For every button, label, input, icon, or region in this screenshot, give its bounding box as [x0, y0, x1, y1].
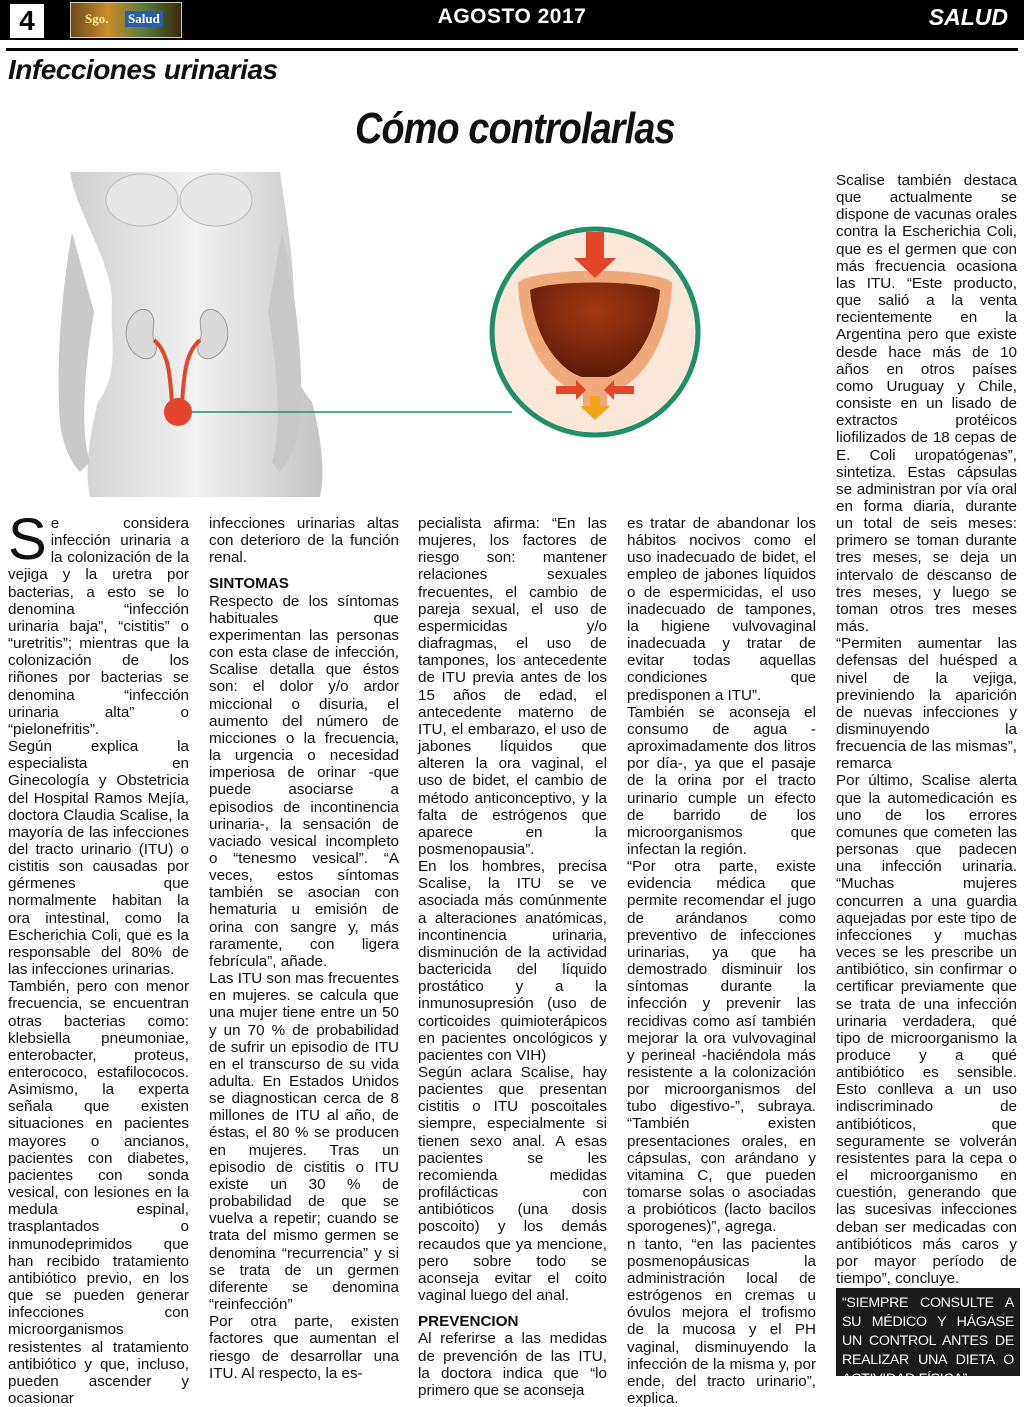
column-5 — [836, 172, 1017, 1287]
paragraph: Respecto de los síntomas habituales que experimentan las personas con esta clase de infección, Scalise detalla que éstos son: el dolor y/o ardor miccional o disuria, el aumento del número de micciones o la frecuencia, la urgencia o necesidad imperiosa de orinar -que puede asociarse a episodios de incontinencia urinaria-, la sensación de vaciado vesical incompleto o “tenesmo vesical”. “A veces, estos síntomas también se asocian con hematuria u emisión de orina con sangre y, más raramente, con ligera febrícula”, añade. — [209, 592, 399, 970]
paragraph: infecciones urinarias altas con deterioro de la función renal. — [209, 515, 399, 567]
dropcap: S — [8, 507, 47, 572]
subhead-sintomas: SINTOMAS — [209, 575, 289, 593]
pull-quote-box: “SIEMPRE CONSULTE A SU MÉDICO Y HÁGASE UN CONTROL ANTES DE REALIZAR UNA DIETA O ACTIVIDAD FÍSICA” — [836, 1288, 1020, 1376]
paragraph: “Permiten aumentar las defensas del huésped a nivel de la vejiga, previniendo la aparición de nuevas infecciones y disminuyendo la frecuencia de las mismas”, remarca — [836, 635, 1017, 773]
article-kicker: Infecciones urinarias — [8, 54, 278, 85]
article-headline: Cómo controlarlas — [355, 104, 675, 153]
paragraph: Al referirse a las medidas de prevención de las ITU, la doctora indica que “lo primero que se aconseja — [418, 1330, 607, 1399]
paragraph: Según explica la especialista en Ginecología y Obstetricia del Hospital Ramos Mejía, doctora Claudia Scalise, la mayoría de las infecciones del tracto urinario (ITU) o cistitis son causadas por gérmenes que normalmente habitan la ora intestinal, como la Escherichia Coli, que es la responsable del 80% de las infecciones urinarias. — [8, 738, 189, 979]
section-name: SALUD — [928, 4, 1008, 30]
paragraph: En los hombres, precisa Scalise, la ITU se ve asociada más comúnmente a alteraciones anatómicas, incontinencia urinaria, disminución de la actividad bactericida del líquido prostático y a la inmunosupresión (uso de corticoides quimioterápicos en pacientes oncológicos y pacientes con VIH) — [418, 858, 607, 1064]
column-3 — [418, 515, 607, 1399]
column-2 — [209, 515, 399, 1382]
paragraph: Según aclara Scalise, hay pacientes que presentan cistitis o ITU poscoitales siempre, especialmente si tienen sexo anal. A esas pacientes se les recomienda medidas profilácticas con antibióticos (una dosis poscoito) y los demás recaudos que ya mencione, pero sobre todo se aconseja evitar el coito vaginal luego del anal. — [418, 1064, 607, 1305]
issue-date: AGOSTO 2017 — [437, 5, 587, 28]
subhead-prevencion: PREVENCION — [418, 1313, 519, 1331]
column-1 — [8, 507, 189, 1407]
paragraph: n tanto, “en las pacientes posmenopáusicas la administración local de estrógenos en cremas u óvulos mejora el trofismo de la mucosa y el PH vaginal, disminuyendo la infección de la misma y, por ende, del tracto urinario”, explica. — [627, 1235, 816, 1407]
bladder — [164, 398, 192, 426]
paragraph: Por último, Scalise alerta que la automedicación es uno de los errores comunes que cometen las personas que padecen una infección urinaria. “Muchas mujeres concurren a una guardia aquejadas por este tipo de infecciones y muchas veces se les prescribe un antibiótico, sin confirmar o certificar previamente que se trata de una infección urinaria verdadera, qué tipo de microorganismo la produce y a qué antibiótico es sensible. Esto conlleva a un uso indiscriminado de antibióticos, que seguramente se volverán resistentes para la cepa o el microorganismo en cuestión, generando que las sucesivas infecciones deban ser medicadas con antibióticos más caros y por mayor período de tiempo”, concluye. — [836, 772, 1017, 1287]
paragraph: También, pero con menor frecuencia, se encuentran otras bacterias como: klebsiella pneumoniae, enterobacter, proteus, enterococo, estafilococos. Asimismo, la experta señala que existen situaciones en pacientes mayores o ancianos, pacientes con diabetes, pacientes con sonda vesical, con lesiones en la medula espinal, trasplantados o inmunodeprimidos que han recibido tratamiento antibiótico previo, en los que se pueden generar infecciones con microorganismos resistentes al tratamiento antibiótico y que, incluso, pueden ascender y ocasionar — [8, 978, 189, 1407]
left-arm — [59, 232, 95, 472]
paragraph: Scalise también destaca que actualmente se dispone de vacunas orales contra la Escherichia Coli, que es el germen que con más frecuencia ocasiona las ITU. “Este producto, que salió a la venta recientemente en la Argentina pero que existe desde hace más de 10 años en otros países como Uruguay y Chile, consiste en un lisado de extractos protéicos liofilizados de 18 cepas de E. Coli uropatógenas”, sintetiza. Estas cápsulas se administran por vía oral en forma diaria, durante un total de seis meses: primero se toman durante tres meses, se deja un intervalo de descanso de tres meses, y luego se toman otros tres meses más. — [836, 172, 1017, 636]
header-rule — [6, 48, 1018, 51]
column-4 — [627, 515, 816, 1407]
paragraph: Las ITU son mas frecuentes en mujeres. se calcula que una mujer tiene entre un 50 y un 70 % de probabilidad de sufrir un episodio de ITU en el transcurso de su vida adulta. En Estados Unidos se diagnostican cerca de 8 millones de ITU al año, de éstas, el 80 % se producen en mujeres. Tras un episodio de cistitis o ITU existe un 30 % de probabilidad de que se vuelva a repetir; cuando se trata del mismo germen se denomina “recurrencia” y si se trata de un germen diferente se denomina “reinfección” — [209, 970, 399, 1314]
paragraph: “Por otra parte, existe evidencia médica que permite recomendar el jugo de arándanos como preventivo de infecciones urinarias, ya que ha demostrado disminuir los síntomas durante la infección y prevenir las recidivas como así también mejorar la ora vulvovaginal y perineal -haciéndola más resistente a la colonización por microorganismos del tubo digestivo-”, subraya. “También existen presentaciones orales, en cápsulas, con arándano y vitamina C, que pueden tomarse solas o asociadas a probióticos (lacto bacilos sporogenes)”, agrega. — [627, 858, 816, 1236]
urinary-tract-illustration — [50, 172, 750, 497]
paragraph: Por otra parte, existen factores que aumentan el riesgo de desarrollar una ITU. Al respecto, la es- — [209, 1313, 399, 1382]
right-breast — [180, 174, 252, 226]
logo-text-1: Sgo. — [85, 11, 109, 26]
logo-text-2: Salud — [125, 11, 163, 27]
left-breast — [106, 174, 178, 226]
page-header — [0, 0, 1024, 40]
paragraph: pecialista afirma: “En las mujeres, los factores de riesgo son: mantener relaciones sexuales frecuentes, el cambio de pareja sexual, el uso de espermicidas y/o diafragmas, el uso de tampones, los antecedente de ITU previa antes de los 15 años de edad, el antecedente materno de ITU, el embarazo, el uso de jabones líquidos que alteren la ora vaginal, el uso de bidet, el cambio de método anticonceptivo, y la falta de estrógenos que aparece en la posmenopausia”. — [418, 515, 607, 858]
paragraph: También se aconseja el consumo de agua -aproximadamente dos litros por día-, ya que el pasaje de la orina por el tracto urinario cumple un efecto de barrido de los microorganismos que infectan la región. — [627, 703, 816, 858]
paragraph: Se considera infección urinaria a la colonización de la vejiga y la uretra por bacterias, a esto se lo denomina “infección urinaria baja”, “cistitis” o “uretritis”; mientras que la colonización de los riñones por bacterias se denomina “infección urinaria alta” o “pielonefritis”. — [8, 507, 189, 738]
paragraph: es tratar de abandonar los hábitos nocivos como el uso inadecuado de bidet, el empleo de jabones líquidos o de espermicidas, el uso inadecuado de tampones, la higiene vulvovaginal inadecuada y tratar de evitar todas aquellas condiciones que predisponen a ITU”. — [627, 515, 816, 704]
page-number: 4 — [10, 4, 44, 38]
